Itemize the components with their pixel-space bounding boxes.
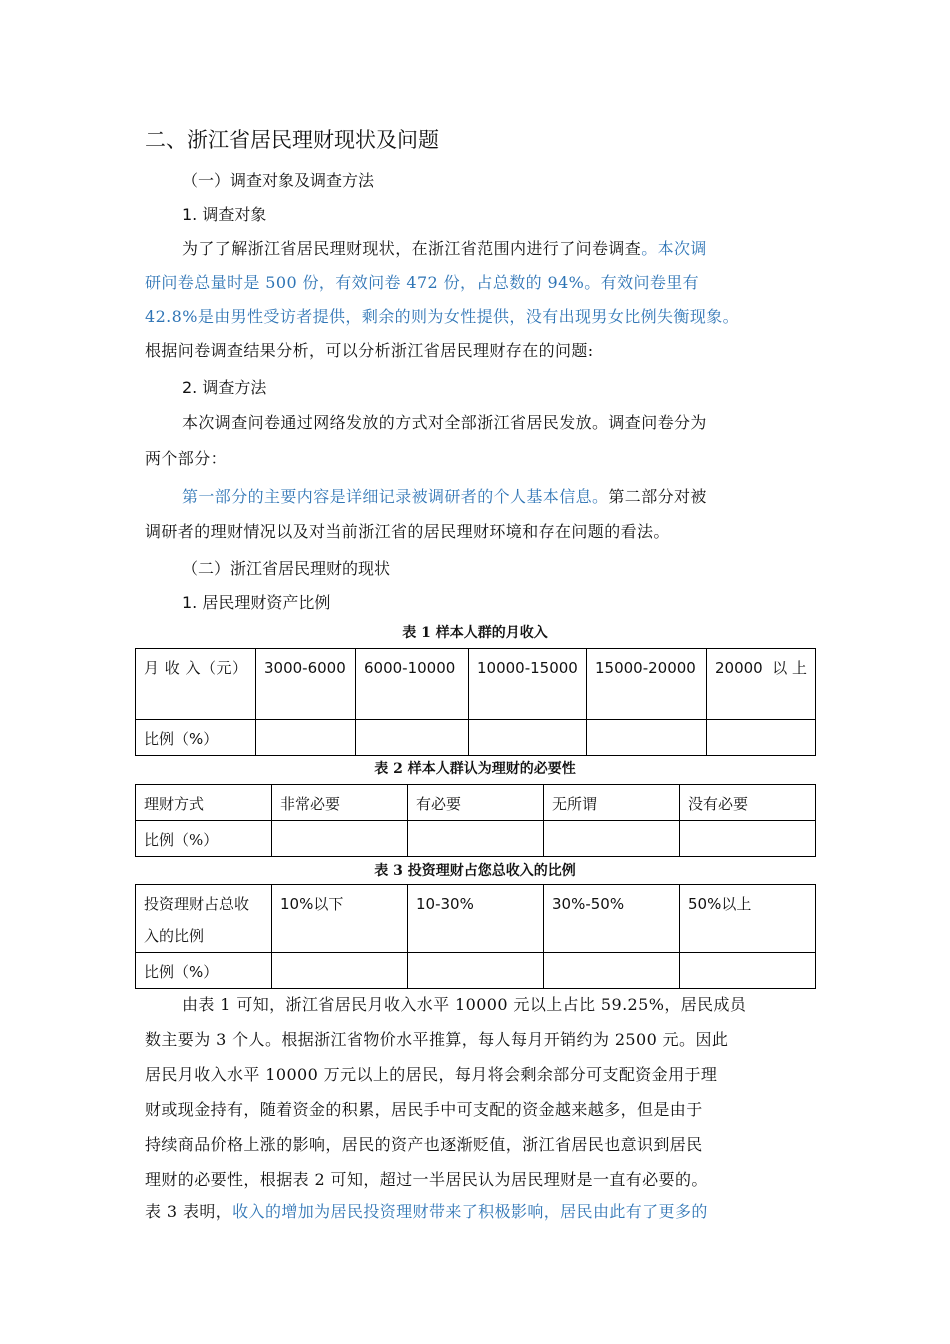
table-header-cell: 6000-10000 — [356, 649, 469, 720]
table-header-row — [136, 885, 816, 953]
table-cell — [408, 953, 544, 989]
paragraph-line: 两个部分： — [145, 449, 228, 468]
paragraph-line: 调研者的理财情况以及对当前浙江省的居民理财环境和存在问题的看法。 — [145, 522, 670, 541]
paragraph-line: 根据问卷调查结果分析，可以分析浙江省居民理财存在的问题: — [145, 341, 594, 360]
table-header-cell: 10000-15000 — [469, 649, 587, 720]
table-cell — [256, 720, 356, 756]
highlighted-text: 第一部分的主要内容是详细记录被调研者的个人基本信息。 — [182, 487, 609, 506]
paragraph-line — [145, 1199, 708, 1222]
table-cell — [272, 821, 408, 857]
table-header-cell: 月 收 入（元） — [136, 649, 256, 720]
table-header-cell: 10-30% — [408, 885, 544, 953]
table-cell — [544, 953, 680, 989]
table-row — [136, 953, 816, 989]
paragraph-line — [182, 236, 707, 259]
table-cell — [469, 720, 587, 756]
table-header-cell: 3000-6000 — [256, 649, 356, 720]
table-header-cell: 有必要 — [408, 785, 544, 821]
table-header-row — [136, 649, 816, 720]
paragraph-line: 数主要为 3 个人。根据浙江省物价水平推算，每人每月开销约为 2500 元。因此 — [145, 1030, 729, 1049]
table-row-label: 比例（%） — [136, 953, 272, 989]
paragraph-text: 为了了解浙江省居民理财现状，在浙江省范围内进行了问卷调查 — [182, 239, 642, 258]
table-header-cell: 50%以上 — [680, 885, 816, 953]
highlighted-text: 收入的增加为居民投资理财带来了积极影响，居民由此有了更多的 — [232, 1202, 708, 1221]
table2-necessity — [135, 784, 816, 857]
table-cell — [680, 953, 816, 989]
paragraph-line: 本次调查问卷通过网络发放的方式对全部浙江省居民发放。调查问卷分为 — [182, 413, 707, 432]
subsection-survey-subject: 1. 调查对象 — [182, 205, 267, 224]
subsection-survey-method: 2. 调查方法 — [182, 378, 267, 397]
table2-caption: 表 2 样本人群认为理财的必要性 — [374, 761, 576, 777]
paragraph-text: 第二部分对被 — [608, 487, 707, 506]
table-header-cell: 理财方式 — [136, 785, 272, 821]
table1-caption: 表 1 样本人群的月收入 — [402, 625, 548, 641]
table-header-cell: 非常必要 — [272, 785, 408, 821]
table-row — [136, 821, 816, 857]
page-heading: 二、浙江省居民理财现状及问题 — [145, 128, 439, 152]
highlighted-paragraph-line: 研问卷总量时是 500 份，有效问卷 472 份，占总数的 94%。有效问卷里有 — [145, 273, 700, 292]
paragraph-line: 居民月收入水平 10000 万元以上的居民，每月将会剩余部分可支配资金用于理 — [145, 1065, 718, 1084]
table1-monthly-income — [135, 648, 816, 756]
table3-investment-ratio — [135, 884, 816, 989]
table-cell — [680, 821, 816, 857]
table-header-cell: 10%以下 — [272, 885, 408, 953]
table-header-cell: 30%-50% — [544, 885, 680, 953]
subsection-asset-ratio: 1. 居民理财资产比例 — [182, 593, 331, 612]
table-header-cell: 20000 以上 — [707, 649, 816, 720]
paragraph-line: 持续商品价格上涨的影响，居民的资产也逐渐贬值，浙江省居民也意识到居民 — [145, 1135, 703, 1154]
table-cell — [587, 720, 707, 756]
table-header-cell: 投资理财占总收入的比例 — [136, 885, 272, 953]
table-cell — [544, 821, 680, 857]
table-row — [136, 720, 816, 756]
paragraph-line — [182, 484, 707, 507]
highlighted-paragraph-line: 42.8%是由男性受访者提供，剩余的则为女性提供，没有出现男女比例失衡现象。 — [145, 307, 740, 326]
table-cell — [408, 821, 544, 857]
table3-caption: 表 3 投资理财占您总收入的比例 — [374, 863, 576, 879]
table-row-label: 比例（%） — [136, 821, 272, 857]
paragraph-line: 理财的必要性，根据表 2 可知，超过一半居民认为居民理财是一直有必要的。 — [145, 1170, 708, 1189]
highlighted-text: 。本次调 — [641, 239, 707, 258]
paragraph-text: 表 3 表明， — [145, 1202, 233, 1221]
paragraph-line: 由表 1 可知，浙江省居民月收入水平 10000 元以上占比 59.25%，居民成员 — [182, 995, 747, 1014]
table-header-cell: 无所谓 — [544, 785, 680, 821]
table-row-label: 比例（%） — [136, 720, 256, 756]
paragraph-line: 财或现金持有，随着资金的积累，居民手中可支配的资金越来越多，但是由于 — [145, 1100, 703, 1119]
table-header-cell: 没有必要 — [680, 785, 816, 821]
section-title-status: （二）浙江省居民理财的现状 — [182, 559, 391, 578]
table-header-cell: 15000-20000 — [587, 649, 707, 720]
table-cell — [356, 720, 469, 756]
section-title-survey: （一）调查对象及调查方法 — [182, 171, 375, 190]
table-cell — [707, 720, 816, 756]
table-header-row — [136, 785, 816, 821]
table-cell — [272, 953, 408, 989]
